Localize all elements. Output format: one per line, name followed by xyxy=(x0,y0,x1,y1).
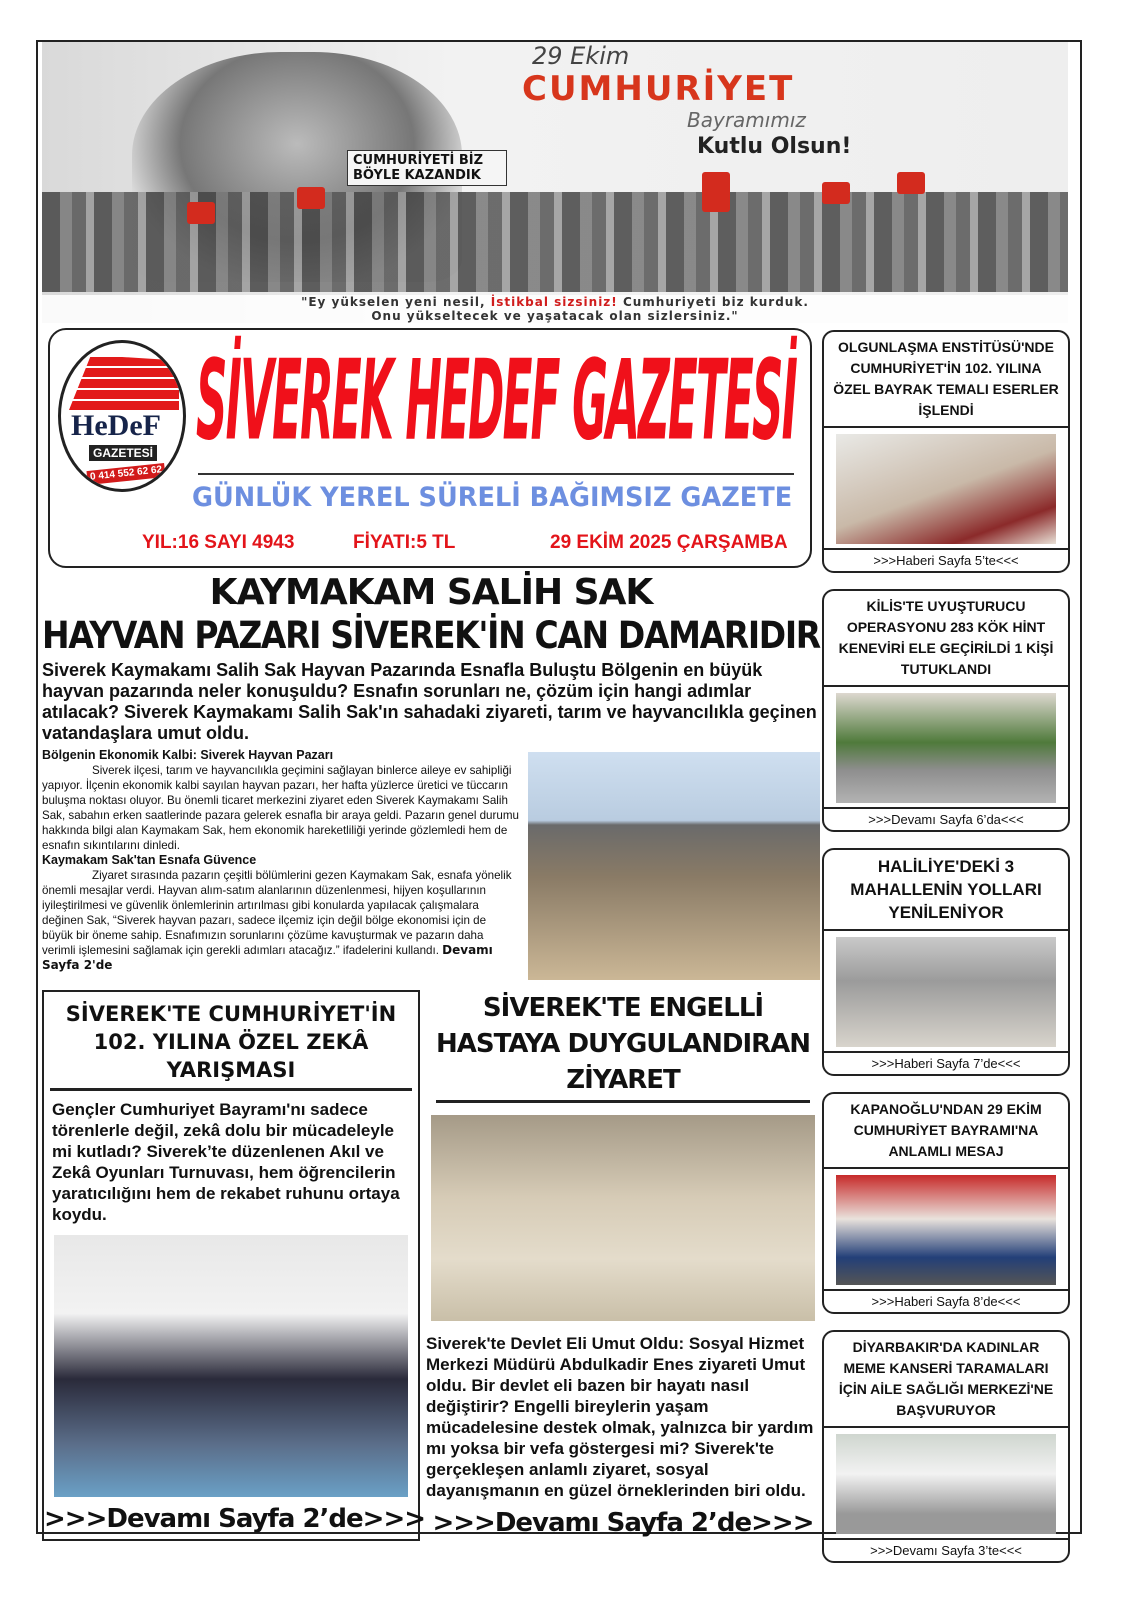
subheading: Kaymakam Sak'tan Esnafa Güvence xyxy=(42,853,257,867)
story-title: SİVEREK'TE ENGELLİ HASTAYA DUYGULANDIRAN ZİYARET xyxy=(435,993,811,1095)
sidebar-title: KİLİS'TE UYUŞTURUCU OPERASYONU 283 KÖK HİNT KENEVİRİ ELE GEÇİRİLDİ 1 KİŞİ TUTUKLANDI xyxy=(824,591,1068,687)
bottom-stories xyxy=(42,990,820,1541)
paragraph: Siverek ilçesi, tarım ve hayvancılıkla geçimini sağlayan binlerce aileye ev sahipliği yapıyor. İlçenin ekonomik kalbi sayılan hayvan pazarı, her hafta yüzlerce üretici ve tüccarın buluşma noktası oluyor. Bu önemli ticaret merkezini ziyaret eden Siverek Kaymakamı Salih Sak, sabahın erken saatlerinde pazara gelerek esnafla bir araya geldi. Pazarın genel durumu hakkında bilgi alan Kaymakam Sak, hem ekonomik hareketliliği yerinde gözlemledi hem de esnafın sıkıntılarını dinledi. xyxy=(42,764,519,852)
sidebar-story[interactable] xyxy=(822,589,1070,832)
year-issue: YIL:16 SAYI 4943 xyxy=(142,532,295,553)
republic-day-banner xyxy=(42,42,1068,323)
sidebar-link[interactable]: >>>Devamı Sayfa 3’te<<< xyxy=(824,1538,1068,1561)
hedef-logo xyxy=(58,340,186,492)
sidebar-photo xyxy=(836,434,1056,544)
divider xyxy=(198,473,794,475)
continued-link[interactable]: >>>Devamı Sayfa 2’de>>> xyxy=(432,1508,814,1538)
newspaper-subtitle: GÜNLÜK YEREL SÜRELİ BAĞIMSIZ GAZETE xyxy=(192,482,793,513)
sidebar-story[interactable] xyxy=(822,330,1070,573)
sidebar-link[interactable]: >>>Haberi Sayfa 5’te<<< xyxy=(824,548,1068,571)
contest-photo xyxy=(54,1235,408,1497)
flag-icon xyxy=(297,187,325,209)
sidebar-photo xyxy=(836,937,1056,1047)
banner-kutlu: Kutlu Olsun! xyxy=(697,134,852,159)
divider xyxy=(436,1100,810,1103)
banner-sign: CUMHURİYETİ BİZ BÖYLE KAZANDIK xyxy=(347,150,507,186)
sidebar-photo xyxy=(836,693,1056,803)
sidebar-link[interactable]: >>>Haberi Sayfa 7’de<<< xyxy=(824,1051,1068,1074)
sidebar-title: HALİLİYE'DEKİ 3 MAHALLENİN YOLLARI YENİLENİYOR xyxy=(824,850,1068,931)
sidebar-story[interactable] xyxy=(822,848,1070,1076)
sidebar-story[interactable] xyxy=(822,1092,1070,1314)
banner-date: 29 Ekim xyxy=(532,42,630,70)
banner-bayram: Bayramımız xyxy=(687,108,806,132)
banner-cumhuriyet: CUMHURİYET xyxy=(522,69,795,109)
main-column xyxy=(42,572,820,1541)
sidebar-photo xyxy=(836,1434,1056,1534)
quote-part: "Ey yükselen yeni nesil, xyxy=(301,295,491,309)
sidebar-title: KAPANOĞLU'NDAN 29 EKİM CUMHURİYET BAYRAMI'NA ANLAMLI MESAJ xyxy=(824,1094,1068,1169)
banner-quote xyxy=(42,295,1068,323)
quote-part: Onu yükseltecek ve yaşatacak olan sizlersiniz." xyxy=(371,309,739,323)
divider xyxy=(50,1088,412,1091)
main-headline-line1: KAYMAKAM SALİH SAK xyxy=(209,572,653,613)
main-headline-line2: HAYVAN PAZARI SİVEREK'İN CAN DAMARIDIR xyxy=(42,614,820,657)
livestock-market-photo xyxy=(528,752,820,980)
story-title: SİVEREK'TE CUMHURİYET'İN 102. YILINA ÖZEL ZEKÂ YARIŞMASI xyxy=(65,1002,397,1082)
newspaper-title: SİVEREK HEDEF GAZETESİ xyxy=(196,336,797,466)
flag-icon xyxy=(702,172,730,212)
story-disabled-visit xyxy=(426,990,820,1539)
flag-icon xyxy=(187,202,215,224)
sidebar xyxy=(822,330,1070,1563)
continued-link[interactable]: >>>Devamı Sayfa 2’de>>> xyxy=(44,1504,426,1534)
price: FİYATI:5 TL xyxy=(353,532,456,553)
sidebar-story[interactable] xyxy=(822,1330,1070,1563)
main-story xyxy=(42,748,820,984)
visit-photo xyxy=(431,1115,815,1321)
story-intelligence-contest xyxy=(42,990,426,1541)
sidebar-photo xyxy=(836,1175,1056,1285)
flag-icon xyxy=(897,172,925,194)
continued-link[interactable]: Devamı Sayfa 2'de xyxy=(42,943,493,972)
logo-subtext: GAZETESİ xyxy=(89,445,157,461)
quote-highlight: İstikbal sizsiniz! xyxy=(490,295,618,309)
paragraph: Ziyaret sırasında pazarın çeşitli bölümlerini gezen Kaymakam Sak, esnafa yönelik önemli mesajlar verdi. Hayvan alım-satım alanlarının düzenlenmesi, hijyen koşullarının iyileştirilmesi ve güvenlik önlemlerinin artırılması gibi konularda yapılacak çalışmalara değinen Sak, “Siverek hayvan pazarı, sadece ilçemiz için değil bölge ekonomisi için de büyük bir öneme sahip. Esnafımızın sorunlarını çözüme kavuşturmak ve pazarın daha verimli işlemesini sağlamak için gerekli adımları atacağız.” ifadelerini kullandı. xyxy=(42,869,512,957)
sidebar-link[interactable]: >>>Haberi Sayfa 8’de<<< xyxy=(824,1289,1068,1312)
sidebar-title: OLGUNLAŞMA ENSTİTÜSÜ'NDE CUMHURİYET'İN 102. YILINA ÖZEL BAYRAK TEMALI ESERLER İŞLENDİ xyxy=(824,332,1068,428)
logo-text: HeDeF xyxy=(71,409,161,442)
logo-roof xyxy=(69,355,179,410)
sidebar-title: DİYARBAKIR'DA KADINLAR MEME KANSERİ TARAMALARI İÇİN AİLE SAĞLIĞI MERKEZİ'NE BAŞVURUYOR xyxy=(824,1332,1068,1428)
quote-part: Cumhuriyeti biz kurduk. xyxy=(617,295,809,309)
story-lead: Siverek'te Devlet Eli Umut Oldu: Sosyal Hizmet Merkezi Müdürü Abdulkadir Enes ziyareti Umut oldu. Bir devlet eli bazen bir hayatı nasıl değiştirir? Engelli bireylerin yaşam mücadelesine destek olmak, yalnızca bir yardım mı yoksa bir vefa göstergesi mi? Siverek'te gerçekleşen anlamlı ziyaret, sosyal dayanışmanın en güzel örneklerinden biri oldu. xyxy=(426,1334,814,1500)
issue-date: 29 EKİM 2025 ÇARŞAMBA xyxy=(550,532,788,553)
story-lead: Gençler Cumhuriyet Bayramı'nı sadece törenlerle değil, zekâ dolu bir mücadeleyle mi kutladı? Siverek’te düzenlenen Akıl ve Zekâ Oyunları Turnuvası, hem öğrencilerin yaratıcılığını hem de rekabet ruhunu ortaya koydu. xyxy=(52,1100,400,1224)
main-lead: Siverek Kaymakamı Salih Sak Hayvan Pazarında Esnafla Buluştu Bölgenin en büyük hayvan pazarında neler konuşuldu? Esnafın sorunları ne, çözüm için hangi adımlar atılacak? Siverek Kaymakamı Salih Sak'ın sahadaki ziyareti, tarım ve hayvancılıkla geçinen vatandaşlara umut oldu. xyxy=(42,660,817,743)
masthead xyxy=(48,328,812,568)
flag-icon xyxy=(822,182,850,204)
logo-phone: 0 414 552 62 62 xyxy=(86,463,165,485)
subheading: Bölgenin Ekonomik Kalbi: Siverek Hayvan Pazarı xyxy=(42,748,334,762)
sidebar-link[interactable]: >>>Devamı Sayfa 6’da<<< xyxy=(824,807,1068,830)
